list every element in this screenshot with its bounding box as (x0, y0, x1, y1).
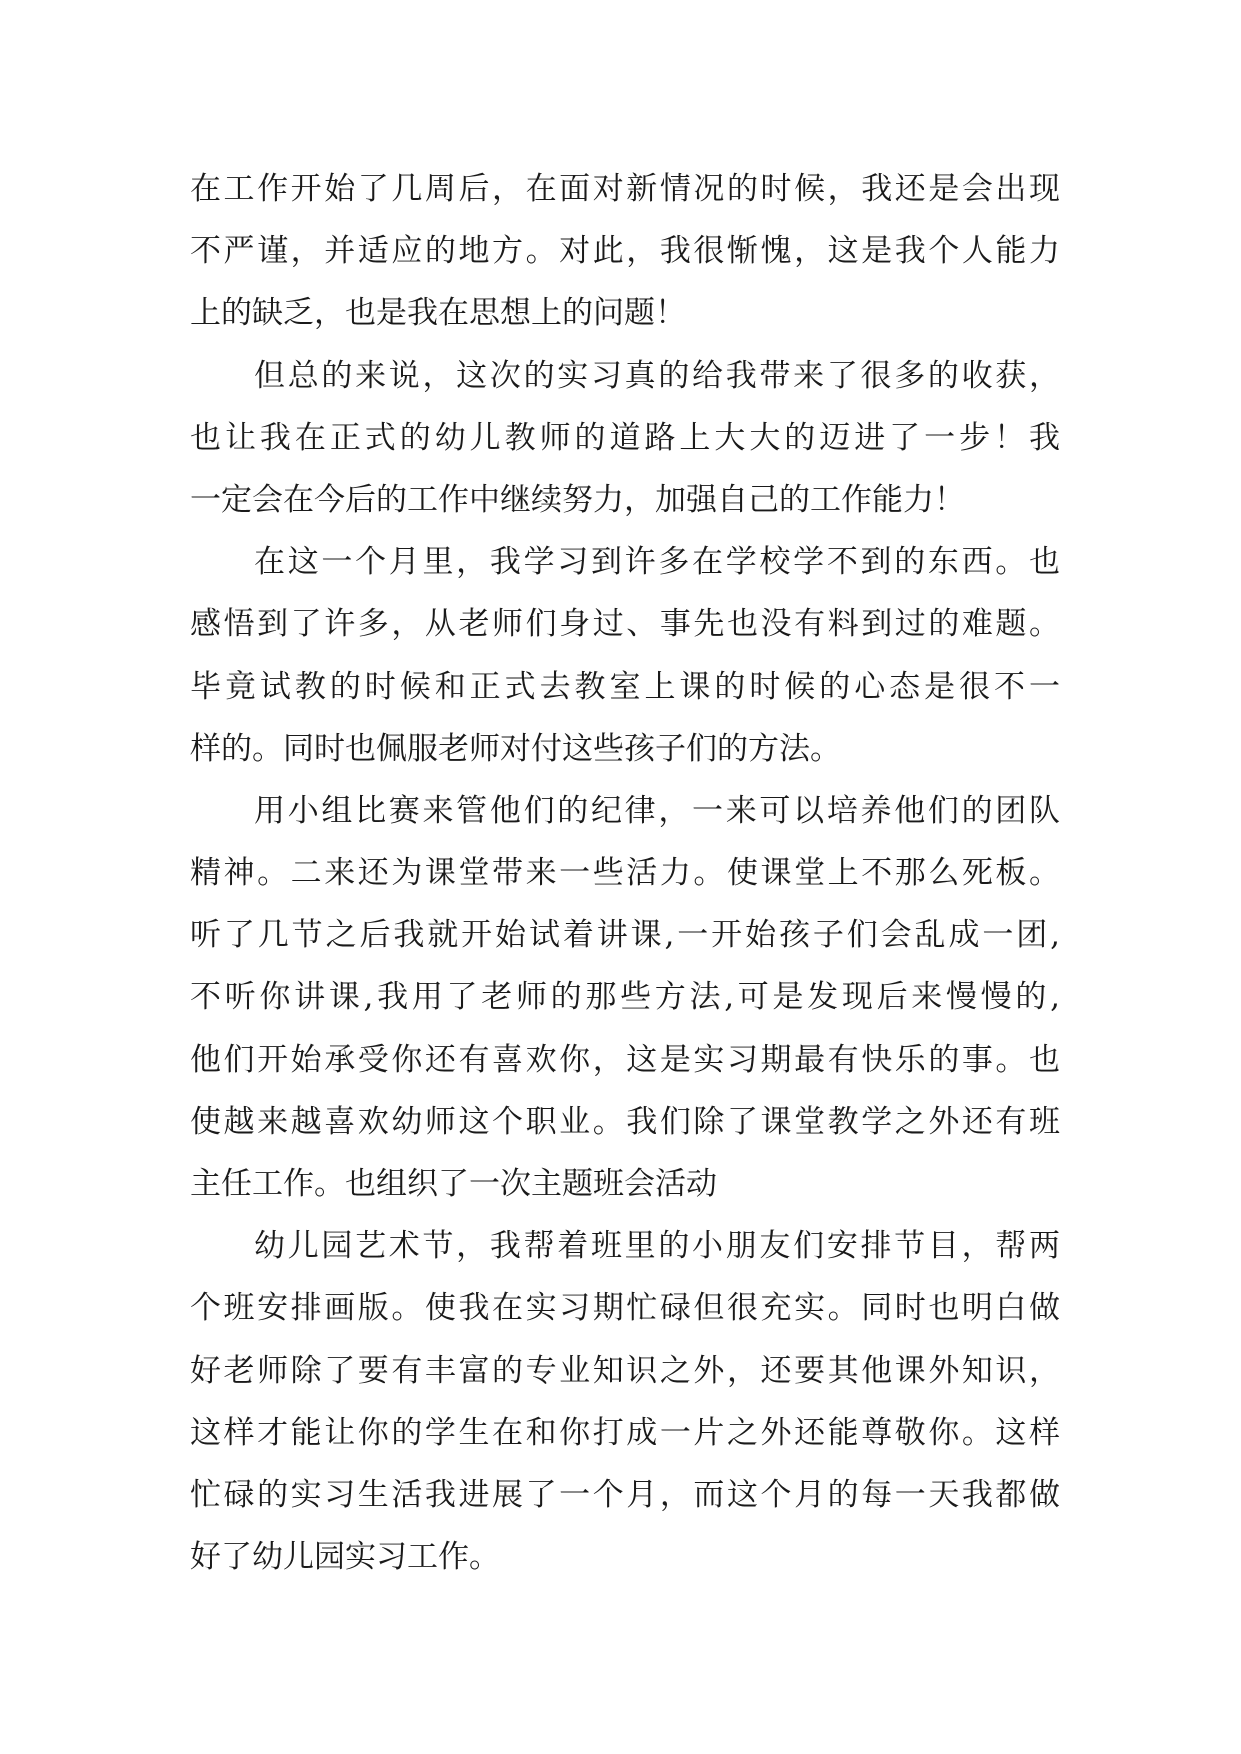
paragraph (190, 345, 1060, 532)
text-line: 用小组比赛来管他们的纪律，一来可以培养他们的团队 (254, 792, 1060, 829)
text-line: 使越来越喜欢幼师这个职业。我们除了课堂教学之外还有班 (190, 1103, 1060, 1140)
document-body (190, 158, 1060, 1588)
text-line: 这样才能让你的学生在和你打成一片之外还能尊敬你。这样 (190, 1414, 1060, 1451)
text-line: 他们开始承受你还有喜欢你，这是实习期最有快乐的事。也 (190, 1041, 1060, 1078)
text-line: 一定会在今后的工作中继续努力，加强自己的工作能力！ (190, 481, 965, 518)
paragraph (190, 1215, 1060, 1588)
text-line: 听了几节之后我就开始试着讲课,一开始孩子们会乱成一团, (190, 917, 1060, 954)
text-line: 不听你讲课,我用了老师的那些方法,可是发现后来慢慢的, (190, 979, 1060, 1016)
paragraph (190, 158, 1060, 345)
text-line: 但总的来说，这次的实习真的给我带来了很多的收获， (254, 357, 1060, 394)
text-line: 在这一个月里，我学习到许多在学校学不到的东西。也 (254, 544, 1060, 581)
text-line: 幼儿园艺术节，我帮着班里的小朋友们安排节目，帮两 (254, 1228, 1060, 1265)
text-line: 忙碌的实习生活我进展了一个月，而这个月的每一天我都做 (190, 1476, 1060, 1513)
text-line: 个班安排画版。使我在实习期忙碌但很充实。同时也明白做 (190, 1290, 1060, 1327)
text-line: 好了幼儿园实习工作。 (190, 1539, 500, 1576)
text-line: 也让我在正式的幼儿教师的道路上大大的迈进了一步！我 (190, 419, 1060, 456)
text-line: 样的。同时也佩服老师对付这些孩子们的方法。 (190, 730, 841, 767)
text-line: 毕竟试教的时候和正式去教室上课的时候的心态是很不一 (190, 668, 1060, 705)
text-line: 感悟到了许多，从老师们身过、事先也没有料到过的难题。 (190, 606, 1060, 643)
text-line: 在工作开始了几周后，在面对新情况的时候，我还是会出现 (190, 171, 1060, 207)
text-line: 不严谨，并适应的地方。对此，我很惭愧，这是我个人能力 (190, 233, 1060, 270)
paragraph (190, 780, 1060, 1215)
text-line: 上的缺乏，也是我在思想上的问题！ (190, 295, 686, 332)
text-line: 精神。二来还为课堂带来一些活力。使课堂上不那么死板。 (190, 855, 1060, 892)
text-line: 主任工作。也组织了一次主题班会活动 (190, 1166, 717, 1202)
paragraph (190, 531, 1060, 780)
text-line: 好老师除了要有丰富的专业知识之外，还要其他课外知识， (190, 1352, 1060, 1389)
